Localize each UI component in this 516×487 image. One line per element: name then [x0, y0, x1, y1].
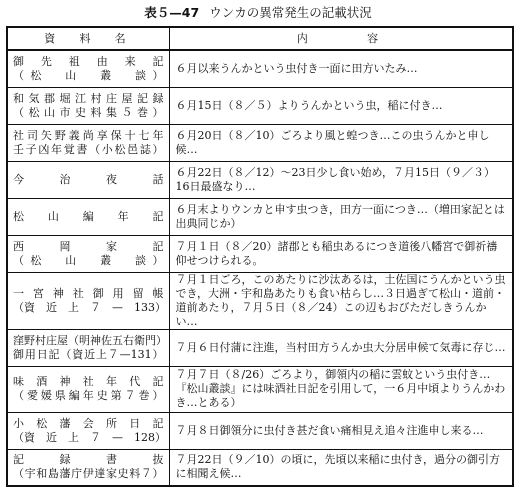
- source-cell: [7, 124, 169, 161]
- table-caption: ウンカの異常発生の記載状況: [209, 5, 372, 20]
- table-row: [7, 235, 513, 272]
- source-cell: [7, 412, 169, 449]
- records-table: [6, 26, 514, 487]
- table-row: [7, 50, 513, 87]
- header-source: 資 料 名: [7, 27, 169, 50]
- source-line: 和気郡堀江村庄屋記録: [13, 91, 164, 105]
- source-line: 壬子凶年覚書（小松邑誌）: [13, 142, 164, 156]
- source-line: 社司矢野義尚享保十七年: [13, 128, 164, 142]
- table-title: [0, 4, 516, 22]
- content-cell: ６月以来うんかという虫付き一面に田方いたみ…: [169, 50, 513, 87]
- source-line: 今 治 夜 話: [13, 172, 164, 186]
- source-cell: [7, 235, 169, 272]
- table-row: [7, 272, 513, 329]
- table-row: [7, 329, 513, 366]
- content-cell: ７月７日（８/26）ごろより，御領内の稲に雲蚊という虫付き…『松山叢談』には味酒社日記を引用して，一６月中頃よりうんかわき…とある）: [169, 366, 513, 412]
- source-cell: [7, 272, 169, 329]
- source-line: （松山市史料集５巻）: [13, 105, 164, 119]
- content-cell: ７月６日付蒲に注進，当村田方うんか虫大分居申候て気毒に存じ…: [169, 329, 513, 366]
- source-line: 記 録 書 抜: [13, 453, 164, 467]
- header-content: 内 容: [169, 27, 513, 50]
- table-row: [7, 198, 513, 235]
- content-cell: ７月22日（９／10）の頃に，先頃以来稲に虫付き，過分の御引方に相聞え候…: [169, 449, 513, 486]
- source-line: （資 近 上 ７ — 128）: [13, 430, 166, 444]
- content-cell: ６月20日（８／10）ごろより風と蝗つき…この虫うんかと申し候…: [169, 124, 513, 161]
- header-row: [7, 27, 513, 50]
- source-cell: [7, 449, 169, 486]
- source-line: 西 岡 家 記: [13, 239, 164, 253]
- table-row: [7, 161, 513, 198]
- source-cell: [7, 366, 169, 412]
- source-line: （愛媛県編年史第７巻）: [13, 389, 164, 402]
- source-cell: [7, 161, 169, 198]
- source-line: （資 近 上 ７ — 133）: [13, 300, 166, 314]
- source-cell: [7, 50, 169, 87]
- source-cell: [7, 198, 169, 235]
- source-line: 味酒神社年代記: [13, 375, 164, 388]
- content-cell: ７月１日ごろ，このあたりに沙汰あるは，土佐国にうんかという虫でき，大洲・宇和島あたりも食い枯らし…３日過ぎて松山・道前・道前あたり，７月５日（８／24）この辺もおびただしきうんかい…: [169, 272, 513, 329]
- source-cell: [7, 329, 169, 366]
- source-line: 窪野村庄屋（明神佐五右衛門）: [13, 333, 167, 347]
- source-line: （松 山 叢 談）: [13, 253, 164, 267]
- source-cell: [7, 87, 169, 124]
- content-cell: ６月末よりウンカと申す虫つき，田方一面につき…（増田家記とは出典同じか）: [169, 198, 513, 235]
- table-number: 表５—47: [144, 5, 200, 20]
- content-cell: ６月22日（８／12）〜23日少し食い始め，７月15日（９／３）16日最盛なり…: [169, 161, 513, 198]
- table-row: [7, 87, 513, 124]
- source-line: 小松藩会所日記: [13, 416, 164, 430]
- table-row: [7, 124, 513, 161]
- source-line: 松 山 編 年 記: [13, 209, 164, 223]
- table-row: [7, 366, 513, 412]
- content-cell: ７月１日（８／20）諸郡とも稲虫あるにつき道後八幡宮で御祈禱仰せつけられる。: [169, 235, 513, 272]
- content-cell: ６月15日（８／５）よりうんかという虫，稲に付き…: [169, 87, 513, 124]
- source-line: 御用日記（資近上７—131）: [13, 347, 164, 361]
- table-body: [7, 50, 513, 486]
- content-cell: ７月８日御領分に虫付き甚だ食い痛相見え追々注進申し来る…: [169, 412, 513, 449]
- source-line: （宇和島藩庁伊達家史料７）: [13, 467, 164, 481]
- source-line: （松 山 叢 談）: [13, 68, 164, 82]
- table-row: [7, 449, 513, 486]
- source-line: 一宮神社御用留帳: [13, 286, 164, 300]
- table-row: [7, 412, 513, 449]
- source-line: 御先祖由来記: [13, 54, 164, 68]
